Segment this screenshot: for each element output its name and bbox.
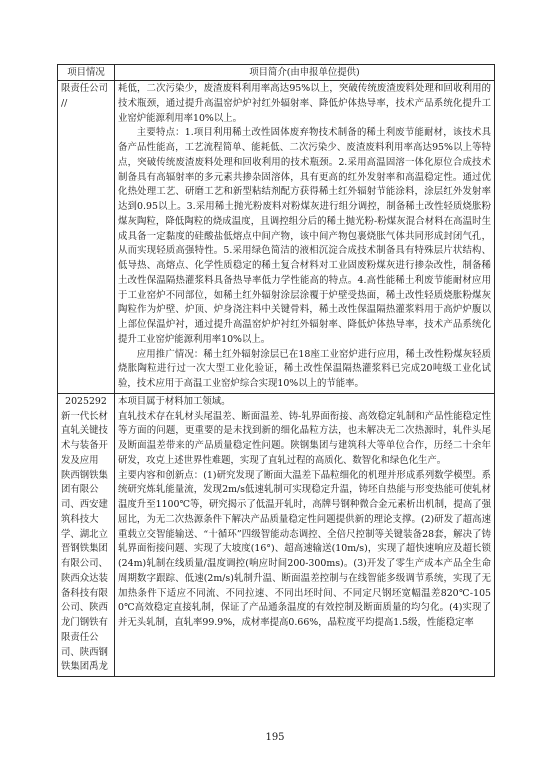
org-name-line: 陕西钢铁集 [61,469,108,481]
org-name-line: 直轧关键技 [61,425,108,437]
org-name-line: 晋钢铁集团 [61,543,108,555]
org-name-line: 公司、陕西 [61,602,108,614]
org-name-line: 学、湖北立 [61,528,108,540]
summary-paragraph: 本项目属于材料加工领域。 [118,395,231,407]
org-name-line: 龙门钢铁有 [61,617,108,628]
org-name-line: 限责任公司 [61,83,108,94]
header-project-summary: 项目简介(由申报单位提供) [115,65,495,81]
org-name-line: 司、陕西钢 [61,646,108,658]
summary-paragraph: 主要特点：1.项目利用稀土改性固体废弃物技术制备的稀土利废节能耐材，该技术具备产品性能高，工艺流程简单、能耗低、二次污染少、废渣废料利用率高达95%以上等特点，突破传统废渣废料处理和回收利用的技术瓶颈。2.采用高温固溶一体化原位合成技术制备具有高辐射率的多元素共掺杂固溶体，具有更高的红外发射率和高温稳定性。通过优化热处理工艺、研磨工艺和新型粘结剂配方获得稀土红外辐射节能涂料，涂层红外发射率达到0.95以上。3.采用稀土抛光粉废料对粉煤灰进行组分调控，制备稀土改性轻质烧胀粉煤灰陶粒，降低陶粒的烧成温度，且调控组分后的稀土抛光粉-粉煤灰混合材料在高温时生成具备一定黏度的硅酸盐低熔点中间产物，该中间产物包裹烧胀气体共同形成封闭气孔，从而实现轻质高强特性。5.采用绿色简洁的液相沉淀合成技术制备具有特殊层片状结构、低导热、高熔点、化学性质稳定的稀土复合材料对工业固废粉煤灰进行掺杂改性，制备稀土改性保温隔热灌浆料具备热导率低力学性能高的特点。4.高性能稀土利废节能耐材应用于工业窑炉不同部位，如稀土红外辐射涂层涂覆于炉壁受热面，稀土改性轻质烧胀粉煤灰陶粒作为炉壁、炉顶、炉身浇注料中关键骨料，稀土改性保温隔热灌浆料用于高炉炉腹以上部位保温炉衬，通过提升高温窑炉炉衬红外辐射率、降低炉体热导率，技术产品系统化提升工业窑炉能源利用率10%以上。 [118,127,491,345]
summary-paragraph: 应用推广情况：稀土红外辐射涂层已在18座工业窑炉进行应用，稀土改性粉煤灰轻质烧胀陶粒进行过一次大型工业化验证，稀土改性保温隔热灌浆料已完成20吨级工业化试验，技术应用于高温工业窑炉综合实现10%以上的节能率。 [118,348,491,389]
project-id: 2025292 [65,395,107,407]
table-header-row [58,65,495,81]
org-name-line: 团有限公 [61,484,99,496]
project-info-cell [58,81,115,394]
project-info-cell [58,393,115,676]
org-name-line: // [61,97,68,109]
project-table [57,64,495,677]
summary-paragraph: 耗低，二次污染少，废渣废料利用率高达95%以上，突破传统废渣废料处理和回收利用的技术瓶颈，通过提升高温窑炉炉衬红外辐射率、降低炉体热导率，技术产品系统化提升工业窑炉能源利用率10%以上。 [118,83,491,124]
header-project-info: 项目情况 [58,65,115,81]
project-summary-cell [115,393,495,676]
table-row [58,393,495,676]
table-row [58,81,495,394]
org-name-line: 发及应用 [61,454,99,466]
org-name-line: 术与装备开 [61,440,108,451]
summary-paragraph: 主要内容和创新点：(1)研究发现了断面大温差下晶粒细化的机理并形成系列数学模型。系统研究炼轧能量流，发现2m/s低速轧制可实现稳定升温，铸坯自热能与形变热能可使轧材温度升至1100℃等，研究揭示了低温开轧时，高牌号钢种微合金元素析出机制，提高了强屈比，为无二次热源条件下解决产品质量稳定性问题提供新的理论支撑。(2)研发了超高速重载立交智能输送、“十循环”四级智能动态调控、全倍尺控制等关键装备28套，解决了铸轧界面衔接问题、实现了大坡度(16°)、超高速输送(10m/s)，实现了超快速响应及超长锁(24m)轧制在线质量/温度调控(响应时间200-300ms)。(3)开发了零生产成本产品全生命周期数字跟踪、低速(2m/s)轧制升温、断面温差控制与在线智能多级调节系统，实现了无加热条件下适应不同流、不同拉速、不同出坯时间、不同定尺钢坯宽幅温差820℃-1050℃高效稳定直接轧制，保证了产品通条温度的有效控制及断面质量的均匀化。(4)实现了并无头轧制，直轧率99.9%，成材率提高0.66%，晶粒度平均提高1.5级，性能稳定率 [118,469,491,628]
org-name-line: 备科技有限 [61,587,108,599]
org-name-line: 有限公司、 [61,558,108,569]
org-name-line: 陕西众达装 [61,572,108,584]
summary-paragraph: 直轧技术存在轧材头尾温差、断面温差、铸-轧界面衔接、高效稳定轧制和产品性能稳定性等方面的问题，更重要的是未找到新的细化晶粒方法，也未解决无二次热源时，轧件头尾及断面温差带来的产品质量稳定性问题。陕钢集团与建筑科大等单位合作，历经二十余年研发，攻克上述世界性难题，实现了直轧过程的高质化、数智化和绿色化生产。 [118,410,491,466]
project-summary-cell [115,81,495,394]
org-name-line: 新一代长材 [61,410,108,422]
org-name-line: 限责任公 [61,631,99,643]
org-name-line: 司、西安建 [61,499,108,510]
org-name-line: 筑科技大 [61,513,99,525]
org-name-line: 铁集团禹龙 [61,661,108,673]
page-number: 195 [265,732,285,743]
